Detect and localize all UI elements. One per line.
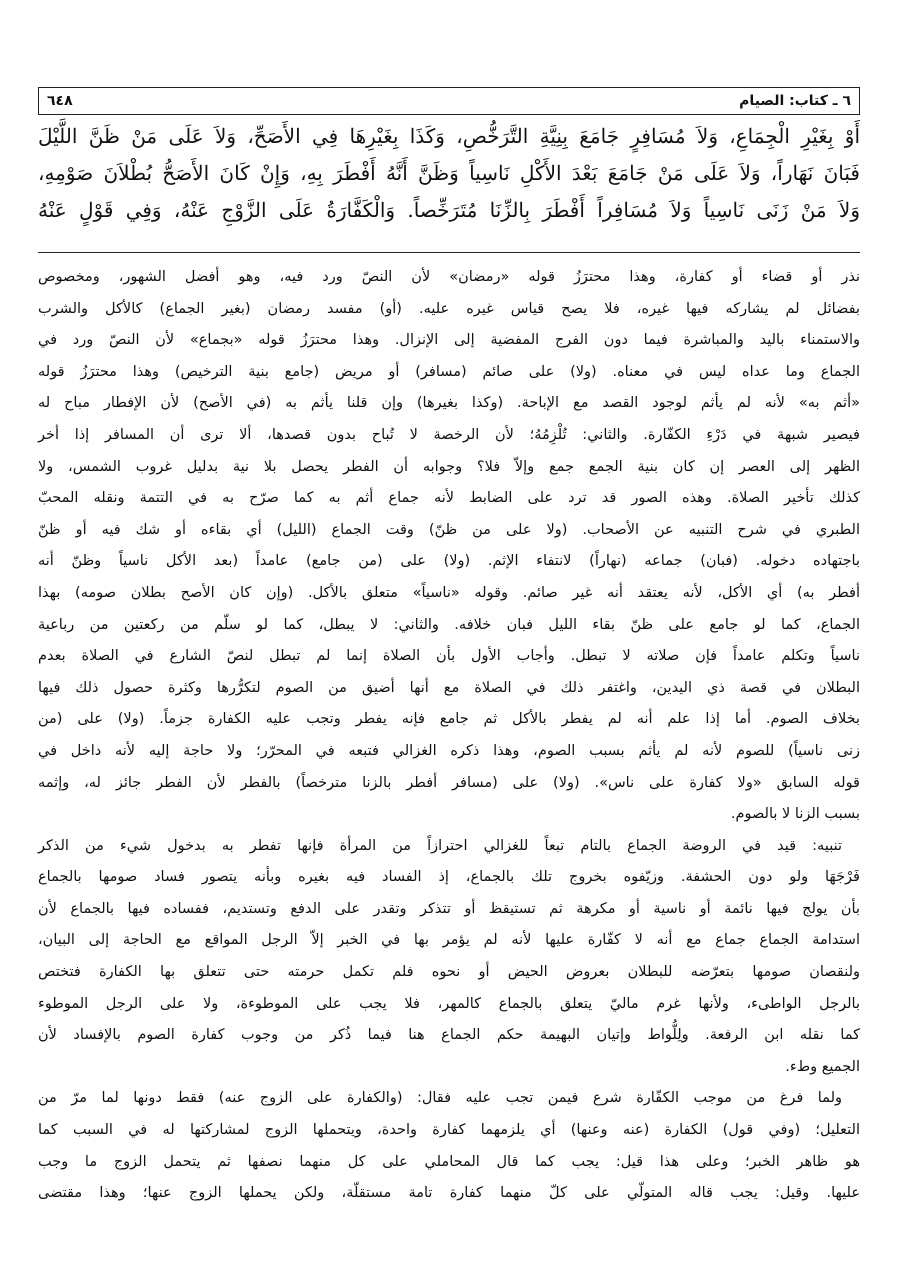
commentary-line: زنى ناسياً) للصوم لأنه لم يأثم بسبب الصوم، وهذا ذكره الغزالي فتبعه في المحرّر؛ ولا حاجة إليه لأنه داخل في	[38, 742, 860, 759]
commentary-line: كما نقله ابن الرفعة. ولِلُّواط وإتيان البهيمة حكم الجماع هنا فيما ذُكر من وجوب كفارة الصوم بالإفساد لأن	[38, 1027, 860, 1044]
chapter-title: ٦ ـ كتاب: الصيام	[739, 93, 851, 109]
commentary-line: ولنقصان صومها بتعرّضه للبطلان بعروض الحيض أو نحوه فلم تكمل حرمته حتى تتعلق بها الكفارة فتختص	[38, 964, 860, 981]
commentary-block	[38, 262, 860, 1210]
page-number: ٦٤٨	[47, 93, 73, 109]
commentary-line: الجماع وما عداه ليس في معناه. (ولا) على صائم (مسافر) أو مريض (جامع بنية الترخيص) وهذا محترَزُ قوله	[38, 363, 860, 380]
commentary-line: فَرْجَهَا ولو دون الحشفة. وزيّفوه بخروج تلك بالجماع، إذ الفساد فيه بغيره وبأنه يتصور فساد صومها بالجماع	[38, 869, 860, 886]
commentary-line: التعليل؛ (وفي قول) الكفارة (عنه وعنها) أي يلزمهما كفارة واحدة، ويتحملها الزوج لمشاركتها له في السبب كما	[38, 1122, 860, 1139]
commentary-line: «أثم به» لأنه لم يأثم لوجود القصد مع الإباحة. (وكذا بغيرها) وإن قلنا يأثم به (في الأصح) لأن الإفطار مباح له	[38, 395, 860, 412]
matn-line: فَبَانَ نَهَاراً، وَلاَ عَلَى مَنْ جَامَعَ بَعْدَ الأَكْلِ نَاسِياً وَظَنَّ أَنَّهُ أَفْطَرَ بِهِ، وَإِنْ كَانَ الأَصَحُّ بُطْلاَنَ صَوْمِهِ،	[38, 161, 860, 185]
commentary-line: استدامة الجماع جماع مع أنه لا كفّارة عليها لأنه لم يؤمر بها في الخبر إلاّ الرجل المواقع مع الحاجة إلى البيان،	[38, 932, 860, 949]
commentary-line: الجميع وطء.	[785, 1058, 860, 1075]
commentary-line: بخلاف الصوم. أما إذا علم أنه لم يفطر بالأكل ثم جامع فإنه يفطر وتجب عليه الكفارة جزماً. (ولا) على (من	[38, 711, 860, 728]
commentary-line: فيصير شبهة في دَرْءِ الكفّارة. والثاني: تُلْزِمُهُ؛ لأن الرخصة لا تُباح بدون قصدها، ألا ترى أن المسافر إذا أخر	[38, 426, 860, 443]
running-header	[38, 87, 860, 115]
separator-rule	[38, 252, 860, 253]
commentary-line: باجتهاده دخوله. (فبان) جماعه (نهاراً) لانتفاء الإثم. (ولا) على (من جامع) عامداً (بعد الأكل ناسياً وظنّ أنه	[38, 553, 860, 570]
commentary-line: هو ظاهر الخبر؛ وعلى هذا قيل: يجب كما قال المحاملي على كل منهما نصفها ثم يتحمل الزوج ما وجب	[38, 1153, 860, 1170]
commentary-line: بالرجل الواطىء، ولأنها غرم ماليّ يتعلق بالجماع كالمهر، فلا يجب على الموطوءة، ولا على الرجل الموطوء	[38, 995, 860, 1012]
commentary-line: ولما فرغ من موجب الكفّارة شرع فيمن تجب عليه فقال: (والكفارة على الزوج عنه) فقط دونها لما مرّ من	[38, 1090, 842, 1107]
commentary-line: نذر أو قضاء أو كفارة، وهذا محترَزُ قوله «رمضان» لأن النصّ ورد فيه، وهو أفضل الشهور، ومخصوص	[38, 269, 860, 285]
commentary-line: عليها. وقيل: يجب قاله المتولّي على كلّ منهما كفارة تامة مستقلّة، ولكن يحملها الزوج عنها؛ وهذا مقتضى	[38, 1185, 860, 1202]
commentary-line: قوله السابق «ولا كفارة على ناس». (ولا) على (مسافر أفطر بالزنا مترخصاً) بالفطر لأن الفطر جائز له، وإثمه	[38, 774, 860, 791]
commentary-line: أفطر به) أي الأكل، لأنه يعتقد أنه غير صائم. وقوله «ناسياً» متعلق بالأكل. (وإن كان الأصح بطلان صومه) بهذا	[38, 584, 860, 601]
matn-line: أَوْ بِغَيْرِ الْجِمَاعِ، وَلاَ مُسَافِرٍ جَامَعَ بِنِيَّةِ التَّرَخُّصِ، وَكَذَا بِغَيْرِهَا فِي الأَصَحِّ، وَلاَ عَلَى مَنْ ظَنَّ اللَّيْلَ	[38, 124, 860, 148]
commentary-line: والاستمناء باليد والمباشرة فيما دون الفرج المفضية إلى الإنزال. وهذا محترَزُ قوله «بجماع» لأن النصّ ورد في	[38, 332, 860, 349]
commentary-line: ناسياً وتكلم عامداً فإن صلاته لا تبطل. وأجاب الأول بأن الصلاة إنما لم تبطل لنصّ الشارع في الصلاة بعدم	[38, 648, 860, 665]
commentary-line: بسبب الزنا لا بالصوم.	[730, 806, 860, 823]
commentary-line: بفضائل لم يشاركه فيها غيره، فلا يصح قياس غيره عليه. (أو) مفسد رمضان (بغير الجماع) كالأكل والشرب	[38, 300, 860, 317]
commentary-line: الظهر إلى العصر إن كان بنية الجمع جمع وإلاّ فلا؟ وجوابه أن الفطر يحصل بلا نية بدليل غروب الشمس، ولا	[38, 458, 860, 475]
commentary-line: الطبري في شرح التنبيه عن الأصحاب. (ولا على من ظنّ) وقت الجماع (الليل) أي بقاءه أو شك فيه أو ظنّ	[38, 521, 860, 538]
matn-line: وَلاَ مَنْ زَنَى نَاسِياً وَلاَ مُسَافِراً أَفْطَرَ بِالزِّنَا مُتَرَخِّصاً. وَالْكَفَّارَةُ عَلَى الزَّوْجِ عَنْهُ، وَفِي قَوْلٍ عَنْهُ	[38, 198, 860, 222]
commentary-line: تنبيه: قيد في الروضة الجماع بالتام تبعاً للغزالي احترازاً من المرأة فإنها تفطر به بدخول شيء من الذكر	[38, 837, 842, 854]
commentary-line: كذلك تأخير الصلاة. وهذه الصور قد ترد على الضابط لأنه جماع أثم به كما صرّح به في التتمة ونقله المحبّ	[38, 490, 860, 507]
commentary-line: الجماع، كما لو جامع على ظنّ بقاء الليل فبان خلافه. والثاني: لا يبطل، كما لو سلّم من ركعتين من رباعية	[38, 616, 860, 633]
main-text-block	[38, 118, 860, 229]
commentary-line: بأن يولج فيها نائمة أو ناسية أو مكرهة ثم تستيقظ أو تتذكر وتقدر على الدفع وتستديم، ففساده فيها بالجماع لأن	[38, 900, 860, 917]
commentary-line: البطلان في قصة ذي اليدين، واغتفر ذلك في الصلاة مع أنها أضيق من الصوم لتكرُّرها وكثرة حصول ذلك فيها	[38, 679, 860, 696]
